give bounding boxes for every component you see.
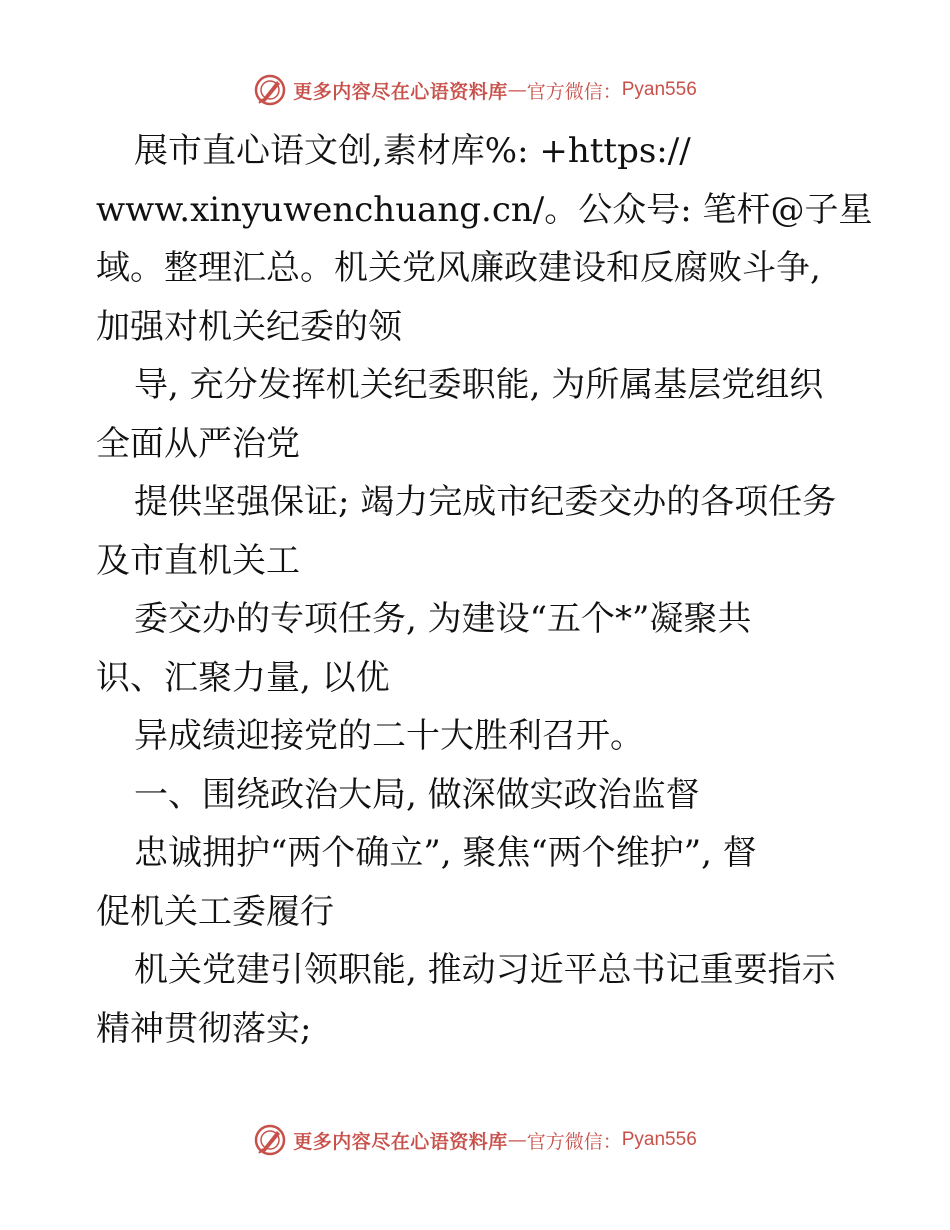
text-line: 导, 充分发挥机关纪委职能, 为所属基层党组织 <box>134 365 824 405</box>
text-line: 加强对机关纪委的领 <box>96 306 402 347</box>
text-line: 精神贯彻落实; <box>96 1008 312 1049</box>
footer-banner <box>0 1120 950 1160</box>
text-line: 识、汇聚力量, 以优 <box>96 657 390 698</box>
header-banner <box>0 70 950 110</box>
banner-wechat-id: Pyan556 <box>621 1129 697 1150</box>
banner-wechat-label: 官方微信： <box>526 1130 622 1153</box>
text-line: 域。整理汇总。机关党风廉政建设和反腐败斗争, <box>96 248 821 288</box>
banner-separator: — <box>507 79 527 101</box>
text-line: 促机关工委履行 <box>96 891 334 932</box>
section-heading: 一、围绕政治大局, 做深做实政治监督 <box>134 774 700 815</box>
banner-wechat-label: 官方微信： <box>526 80 622 103</box>
text-line: 异成绩迎接党的二十大胜利召开。 <box>134 716 644 756</box>
text-line: 及市直机关工 <box>96 540 300 581</box>
banner-separator: — <box>507 1129 527 1151</box>
banner-wechat-id: Pyan556 <box>621 79 697 100</box>
banner-text: 更多内容尽在心语资料库 <box>293 1130 508 1153</box>
quill-logo-icon <box>253 1123 287 1157</box>
text-line: 委交办的专项任务, 为建设“五个*”凝聚共 <box>134 599 752 639</box>
text-line: 忠诚拥护“两个确立”, 聚焦“两个维护”, 督 <box>134 833 757 873</box>
banner-text: 更多内容尽在心语资料库 <box>293 80 508 103</box>
document-body <box>96 122 873 1058</box>
text-line: 全面从严治党 <box>96 423 300 464</box>
text-line: www.xinyuwenchuang.cn/。公众号: 笔杆@子星 <box>96 189 873 230</box>
quill-logo-icon <box>253 73 287 107</box>
text-line: 机关党建引领职能, 推动习近平总书记重要指示 <box>134 950 836 990</box>
text-line: 展市直心语文创,素材库%: +https:// <box>134 131 691 171</box>
text-line: 提供坚强保证; 竭力完成市纪委交办的各项任务 <box>134 482 837 522</box>
